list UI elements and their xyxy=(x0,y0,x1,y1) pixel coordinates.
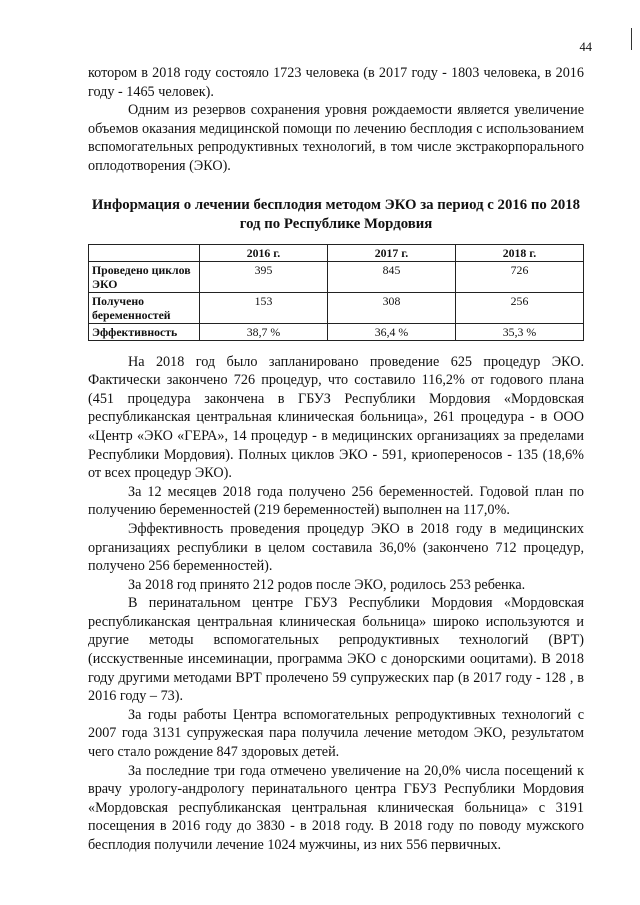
table-cell: 726 xyxy=(456,261,584,292)
table-header-cell: 2016 г. xyxy=(200,244,328,261)
body-paragraph-7: За последние три года отмечено увеличение на 20,0% числа посещений к врачу урологу-андрологу перинатального центра ГБУЗ Республики Мордовия «Мордовская республиканская центральная клиническая больница» с 3191 посещения в 2016 году до 3830 - в 2018 году. В 2018 году по поводу мужского бесплодия получили лечение 1024 мужчины, из них 556 первичных. xyxy=(88,762,584,853)
table-cell: 256 xyxy=(456,292,584,323)
intro-paragraph-2: Одним из резервов сохранения уровня рождаемости является увеличение объемов оказания медицинской помощи по лечению бесплодия с использованием вспомогательных репродуктивных технологий, в том числе экстракорпорального оплодотворения (ЭКО). xyxy=(88,102,584,174)
table-header-row xyxy=(89,244,584,261)
table-cell: 38,7 % xyxy=(200,323,328,340)
table-title: Информация о лечении бесплодия методом ЭКО за период с 2016 по 2018 год по Республике Мордовия xyxy=(91,196,581,232)
table-cell: 395 xyxy=(200,261,328,292)
body-paragraph-6: За годы работы Центра вспомогательных репродуктивных технологий с 2007 года 3131 супружеская пара получила лечение методом ЭКО, результатом чего стало рождение 847 здоровых детей. xyxy=(88,706,584,761)
table-header-cell: 2017 г. xyxy=(328,244,456,261)
table-row xyxy=(89,292,584,323)
page-edge-mark xyxy=(631,28,632,50)
table-row xyxy=(89,323,584,340)
body-paragraph-4: За 2018 год принято 212 родов после ЭКО, родилось 253 ребенка. xyxy=(128,576,526,593)
table-cell: 153 xyxy=(200,292,328,323)
body-paragraph-2: За 12 месяцев 2018 года получено 256 беременностей. Годовой план по получению беременностей (219 беременностей) выполнен на 117,0%. xyxy=(88,483,584,519)
body-paragraph-1: На 2018 год было запланировано проведение 625 процедур ЭКО. Фактически закончено 726 процедур, что составило 116,2% от годового плана (451 процедура закончена в ГБУЗ Республики Мордовия «Мордовская республиканская центральная клиническая больница», 261 процедура - в ООО «Центр «ЭКО «ГЕРА», 14 процедур - в медицинских организациях за пределами Республики Мордовия). Полных циклов ЭКО - 591, криопереносов - 135 (18,6% от всех процедур ЭКО). xyxy=(88,353,584,482)
row-label: Получено беременностей xyxy=(89,292,200,323)
page-number: 44 xyxy=(579,40,592,54)
table-header-cell xyxy=(89,244,200,261)
table-row xyxy=(89,261,584,292)
table-header-cell: 2018 г. xyxy=(456,244,584,261)
table-cell: 36,4 % xyxy=(328,323,456,340)
table-cell: 35,3 % xyxy=(456,323,584,340)
intro-paragraph-1: котором в 2018 году состояло 1723 человека (в 2017 году - 1803 человека, в 2016 году - 1465 человек). xyxy=(88,65,584,100)
row-label: Проведено циклов ЭКО xyxy=(89,261,200,292)
table-cell: 845 xyxy=(328,261,456,292)
row-label: Эффективность xyxy=(89,323,200,340)
page-content xyxy=(88,64,584,855)
table-cell: 308 xyxy=(328,292,456,323)
eko-table xyxy=(88,244,584,341)
body-paragraph-5: В перинатальном центре ГБУЗ Республики Мордовия «Мордовская республиканская центральная клиническая больница» широко используются и другие методы вспомогательных репродуктивных технологий (ВРТ) (исскуственные инсеминации, программа ЭКО с донорскими ооцитами). В 2018 году другими методами ВРТ пролечено 59 супружеских пар (в 2017 году - 128 , в 2016 году – 73). xyxy=(88,595,584,705)
body-paragraph-3: Эффективность проведения процедур ЭКО в 2018 году в медицинских организациях республики в целом составила 36,0% (закончено 712 процедур, получено 256 беременностей). xyxy=(88,520,584,575)
